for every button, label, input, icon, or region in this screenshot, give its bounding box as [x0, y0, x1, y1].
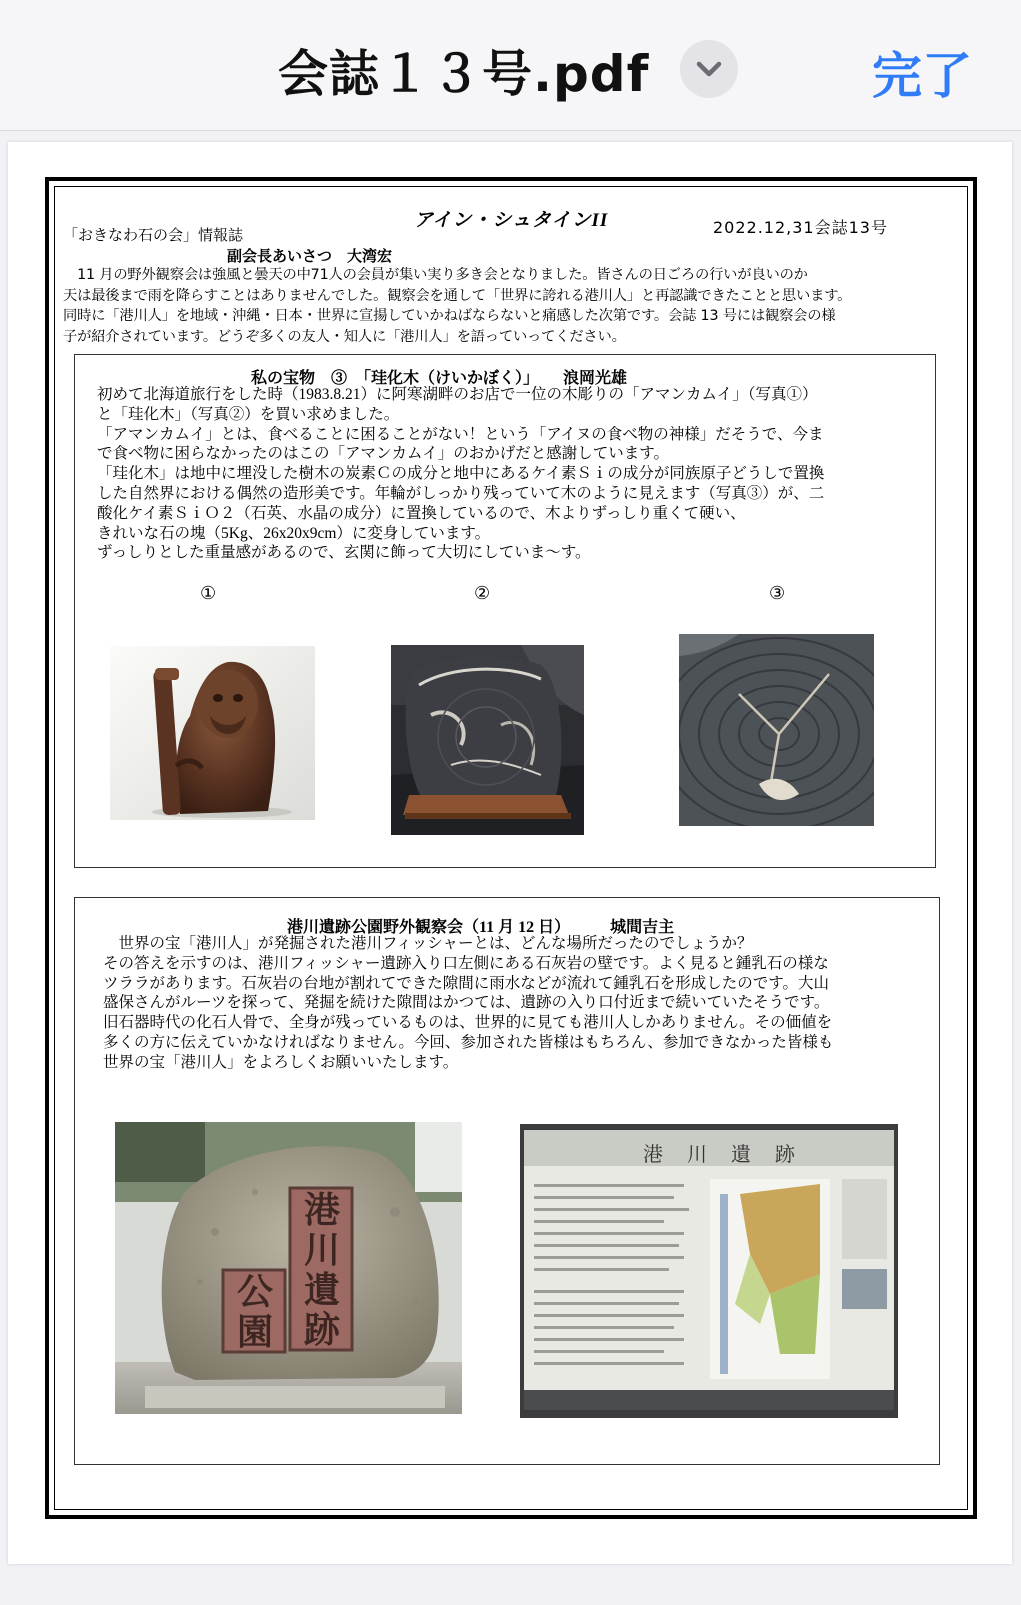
article-line: で食べ物に困らなかったのはこの「アマンカムイ」のおかげだと感謝しています。 [97, 445, 669, 463]
photo-amankamuy-carving [110, 646, 315, 820]
stone-char: 園 [236, 1311, 273, 1353]
photo-tree-rings-closeup [679, 634, 874, 826]
photo-site-sign-board [520, 1124, 898, 1418]
article-line: 旧石器時代の化石人骨で、全身が残っているものは、世界的に見ても港川人しかありません。その価値を [103, 1014, 833, 1032]
stone-char: 遺 [303, 1269, 340, 1311]
article-line: 「珪化木」は地中に埋没した樹木の炭素Ｃの成分と地中にあるケイ素Ｓｉの成分が同族原子どうしで置換 [97, 465, 825, 483]
article-line: 「アマンカムイ」とは、食べることに困ることがない！という「アイヌの食べ物の神様」だそうで、今ま [97, 425, 824, 443]
greeting-line: 11 月の野外観察会は強風と曇天の中71人の会員が集い実り多き会となりました。皆さんの日ごろの行いが良いのか [63, 267, 808, 283]
article-line: ツララがあります。石灰岩の台地が割れてできた隙間に雨水などが流れて鍾乳石を形成したのです。大山 [103, 974, 830, 992]
article-line: きれいな石の塊（5Kg、26x20x9cm）に変身しています。 [97, 524, 491, 542]
greeting-title: 副会長あいさつ 大湾宏 [227, 247, 393, 265]
greeting-line: 天は最後まで雨を降らすことはありませんでした。観察会を通して「世界に誇れる港川人」と再認識できたことと思います。 [63, 287, 852, 304]
article-field-trip-body [103, 934, 933, 1073]
article-treasure-body [97, 385, 927, 563]
article-line: 酸化ケイ素ＳｉＯ２（石英、水晶の成分）に置換しているので、木よりずっしり重くて硬い、 [97, 504, 746, 522]
article-line: した自然界における偶然の造形美です。年輪がしっかり残っていて木のように見えます（写真③）が、二 [97, 484, 825, 502]
pdf-page[interactable] [8, 142, 1012, 1564]
photo-label-1: ① [200, 583, 217, 603]
article-line: その答えを示すのは、港川フィッシャー遺跡入り口左側にある石灰岩の壁です。よく見ると鍾乳石の様な [103, 954, 829, 972]
article-treasure-title: 私の宝物 ③ 「珪化木（けいかぼく）」 浪岡光雄 [251, 370, 628, 387]
photo-stone-monument [115, 1122, 462, 1414]
article-line: 初めて北海道旅行をした時（1983.8.21）に阿寒湖畔のお店で一位の木彫りの「アマンカムイ」（写真①） [97, 386, 818, 403]
photo-petrified-wood [391, 645, 584, 835]
article-treasure-box [74, 354, 936, 868]
article-line: 世界の宝「港川人」が発掘された港川フィッシャーとは、どんな場所だったのでしょうか？ [103, 935, 753, 952]
greeting-body [63, 265, 943, 347]
document-title[interactable]: 会誌１３号.pdf [278, 45, 650, 103]
photo-label-3: ③ [769, 583, 786, 603]
article-line: と「珪化木」（写真②）を買い求めました。 [97, 405, 400, 423]
sign-board-title: 港 川 遺 跡 [643, 1142, 797, 1166]
title-menu-button[interactable] [680, 40, 738, 98]
navigation-bar [0, 0, 1021, 131]
article-line: 多くの方に伝えていかなければなりません。今回、参加された皆様はもちろん、参加できなかった皆様も [103, 1033, 834, 1051]
issue-date: 2022.12,31会誌13号 [713, 218, 888, 237]
article-line: 世界の宝「港川人」をよろしくお願いいたします。 [103, 1053, 459, 1071]
article-line: ずっしりとした重量感があるので、玄関に飾って大切にしていま～す。 [97, 544, 591, 562]
photo-label-2: ② [474, 583, 491, 603]
article-field-trip-title: 港川遺跡公園野外観察会（11 月 12 日） 城間吉主 [287, 919, 675, 936]
stone-char: 公 [236, 1271, 273, 1313]
page-inner-border [54, 186, 968, 1510]
org-label: 「おきなわ石の会」情報誌 [63, 226, 244, 244]
article-field-trip-box [74, 897, 940, 1465]
greeting-line: 同時に「港川人」を地域・沖縄・日本・世界に宣揚していかねばならないと痛感した次第です。会誌 13 号には観察会の様 [63, 308, 836, 324]
stone-char: 川 [303, 1229, 340, 1271]
stone-char: 港 [303, 1189, 340, 1231]
stone-char: 跡 [303, 1309, 340, 1351]
done-button[interactable]: 完了 [872, 47, 972, 105]
article-line: 盛保さんがルーツを探って、発掘を続けた隙間はかつては、遺跡の入り口付近まで続いていたそうです。 [103, 994, 830, 1012]
chevron-down-icon [695, 57, 723, 81]
greeting-line: 子が紹介されています。どうぞ多くの友人・知人に「港川人」を語っていってください。 [63, 328, 626, 345]
page-border [45, 177, 977, 1519]
newsletter-name: アイン・シュタインII [414, 210, 609, 231]
